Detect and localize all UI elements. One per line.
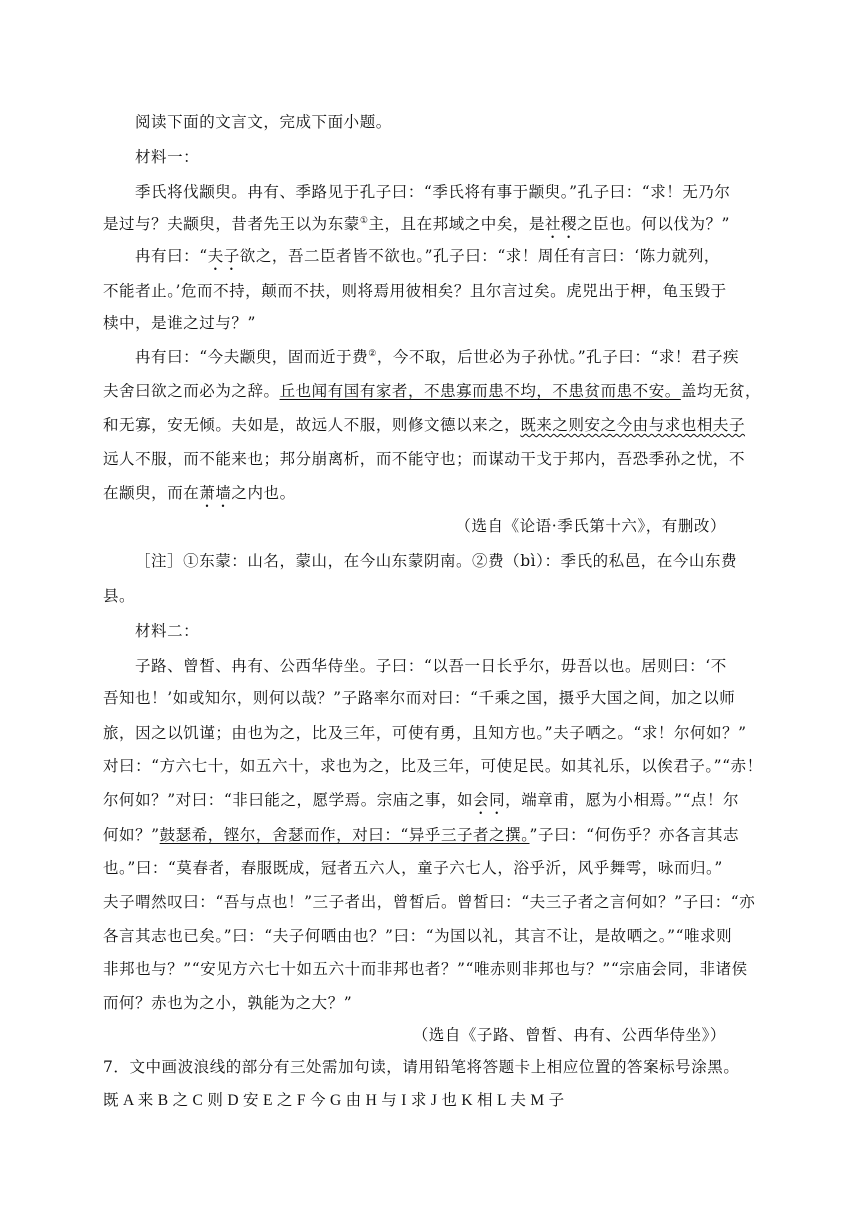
material1-line: 是过与？夫颛臾，昔者先王以为东蒙①主，且在邦域之中矣，是社稷之臣也。何以伐为？” (103, 215, 731, 233)
underlined-sentence: 鼓瑟希，铿尔，舍瑟而作，对曰：“异乎三子者之撰。 (159, 826, 530, 844)
material2-source: （选自《子路、曾皙、冉有、公西华侍坐》） (412, 1026, 726, 1044)
material1-notes: ［注］①东蒙：山名，蒙山，在今山东蒙阴南。②费（bì）：季氏的私邑，在今山东费 (135, 552, 738, 570)
material1-line: 椟中，是谁之过与？” (103, 314, 256, 332)
material2-line: 非邦也与？”“安见方六七十如五六十而非邦也者？”“唯赤则非邦也与？”“宗庙会同，非诸侯 (103, 960, 748, 978)
underlined-sentence: 丘也闻有国有家者，不患寡而患不均，不患贫而患不安。 (279, 382, 681, 400)
question-7-options: 既 A 来 B 之 C 则 D 安 E 之 F 今 G 由 H 与 I 求 J 也 K 相 L 夫 M 子 (103, 1092, 565, 1109)
question-7-text: 7．文中画波浪线的部分有三处需加句读，请用铅笔将答题卡上相应位置的答案标号涂黑。 (103, 1058, 740, 1076)
material1-line: 夫舍曰欲之而必为之辞。丘也闻有国有家者，不患寡而患不均，不患贫而患不安。盖均无贫， (103, 382, 762, 400)
material2-line: 而何？赤也为之小，孰能为之大？” (103, 994, 353, 1012)
material1-line: 不能者止。’危而不持，颠而不扶，则将焉用彼相矣？且尔言过矣。虎兕出于柙，龟玉毁于 (103, 282, 727, 300)
material1-line: 在颛臾，而在萧墙之内也。 (103, 484, 296, 502)
emphasized-word: 夫子 (207, 247, 240, 265)
material2-line: 吾知也！’如或知尔，则何以哉？”子路率尔而对曰：“千乘之国，摄乎大国之间，加之以师 (103, 689, 736, 707)
material2-line: 各言其志也已矣。”曰：“夫子何哂由也？”曰：“为国以礼，其言不让，是故哂之。”“唯求则 (103, 927, 733, 945)
material1-line: 冉有曰：“夫子欲之，吾二臣者皆不欲也。”孔子曰：“求！周任有言曰：‘陈力就列， (135, 247, 720, 265)
material2-heading: 材料二： (135, 622, 200, 640)
material2-line: 子路、曾皙、冉有、公西华侍坐。子曰：“以吾一日长乎尔，毋吾以也。居则曰：‘不 (135, 657, 727, 675)
material1-heading: 材料一： (135, 148, 200, 166)
material2-line: 夫子喟然叹曰：“吾与点也！”三子者出，曾皙后。曾皙曰：“夫三子者之言何如？”子曰：“亦 (103, 893, 756, 911)
note-ref-1: ① (359, 215, 369, 226)
material2-line: 尔何如？”对曰：“非曰能之，愿学焉。宗庙之事，如会同，端章甫，愿为小相焉。”“点！尔 (103, 791, 740, 809)
material2-line: 也。”曰：“莫春者，春服既成，冠者五六人，童子六七人，浴乎沂，风乎舞雩，咏而归。” (103, 859, 723, 877)
material1-line: 远人不服，而不能来也；邦分崩离析，而不能守也；而谋动干戈于邦内，吾恐季孙之忧，不 (103, 450, 746, 468)
note-ref-2: ② (368, 348, 377, 359)
material1-notes: 县。 (103, 587, 136, 605)
emphasized-word: 社稷 (545, 215, 578, 233)
instruction: 阅读下面的文言文，完成下面小题。 (135, 113, 392, 131)
material1-line: 和无寡，安无倾。夫如是，故远人不服，则修文德以来之，既来之则安之今由与求也相夫子 (103, 416, 746, 434)
emphasized-word: 萧墙 (199, 484, 232, 502)
material1-line: 冉有曰：“今夫颛臾，固而近于费②，今不取，后世必为子孙忧。”孔子曰：“求！君子疾 (135, 348, 740, 366)
material2-line: 旅，因之以饥谨；由也为之，比及三年，可使有勇，且知方也。”夫子哂之。“求！尔何如？” (103, 724, 747, 742)
material2-line: 对曰：“方六七十，如五六十，求也为之，比及三年，可使足民。如其礼乐，以俟君子。”“赤！ (103, 757, 763, 775)
material2-line: 何如？”鼓瑟希，铿尔，舍瑟而作，对曰：“异乎三子者之撰。”子曰：“何伤乎？亦各言其志 (103, 826, 740, 844)
emphasized-word: 会同 (473, 791, 506, 809)
wavy-underlined-passage: 既来之则安之今由与求也相夫子 (520, 416, 746, 434)
material1-line: 季氏将伐颛臾。冉有、季路见于孔子曰：“季氏将有事于颛臾。”孔子曰：“求！无乃尔 (135, 183, 731, 201)
material1-source: （选自《论语·季氏第十六》，有删改） (455, 517, 726, 535)
